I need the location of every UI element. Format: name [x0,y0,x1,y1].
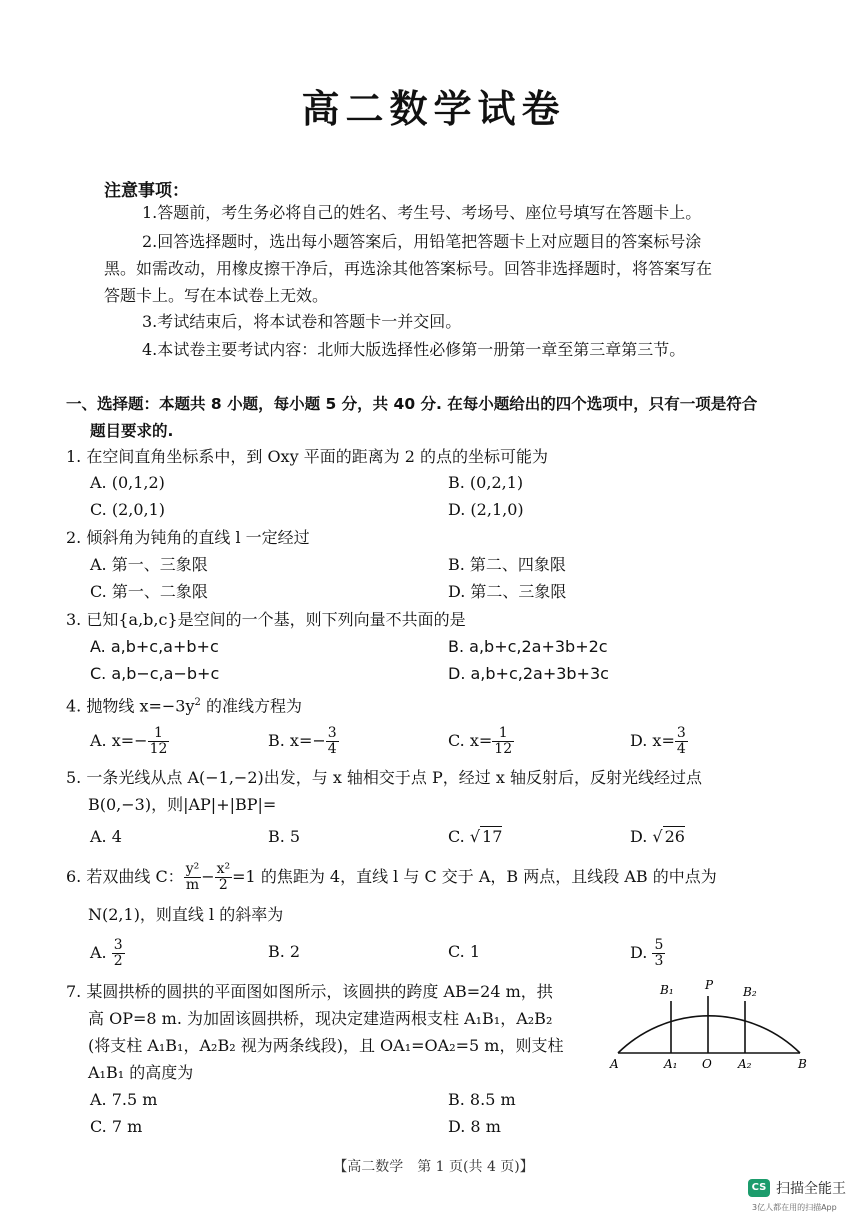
question-4-option-c-prefix: C. x= [448,731,493,750]
page-footer: 【高二数学 第 1 页(共 4 页)】 [333,1159,534,1175]
question-7-option-c: C. 7 m [90,1117,143,1136]
notice-line-4: 答题卡上。写在本试卷上无效。 [104,286,329,305]
question-4-option-b-prefix: B. x=− [268,731,326,750]
question-7-stem-4: A₁B₁ 的高度为 [88,1063,194,1082]
fraction [184,862,202,893]
question-4-exponent: 2 [194,697,201,708]
question-5-stem-2: B(0,−3)，则|AP|+|BP|= [88,795,277,814]
question-5-stem-1: 5. 一条光线从点 A(−1,−2)出发，与 x 轴相交于点 P，经过 x 轴反射后，反射光线经过点 [66,768,702,787]
question-3-option-b: B. a,b+c,2a+3b+2c [448,637,608,656]
label-b: B [798,1057,807,1071]
radicand: 26 [664,827,685,846]
denominator: 12 [149,741,168,757]
question-3-option-a: A. a,b+c,a+b+c [90,637,219,656]
camscanner-logo-icon: CS [748,1179,770,1197]
question-1-option-c: C. (2,0,1) [90,500,166,519]
question-6-option-d [630,938,665,969]
question-6-option-a [90,938,125,969]
question-6-stem-prefix: 6. 若双曲线 C： [66,867,184,886]
label-p: P [705,978,714,992]
minus-sign: − [201,867,215,886]
question-4-option-d-prefix: D. x= [630,731,675,750]
question-1-option-d: D. (2,1,0) [448,500,524,519]
fraction [652,938,665,969]
numerator: 5 [654,937,664,953]
question-1-option-a: A. (0,1,2) [90,473,165,492]
arch-bridge-diagram [604,975,814,1075]
question-2-option-c: C. 第一、二象限 [90,582,208,601]
label-a2: A₂ [738,1057,752,1071]
question-7-stem-1: 7. 某圆拱桥的圆拱的平面图如图所示，该圆拱的跨度 AB=24 m，拱 [66,982,553,1001]
question-2-option-b: B. 第二、四象限 [448,555,566,574]
notice-line-2: 2.回答选择题时，选出每小题答案后，用铅笔把答题卡上对应题目的答案标号涂 [142,232,702,251]
question-6-option-a-prefix: A. [90,943,112,962]
numerator: y² [185,861,200,877]
section-heading: 一、选择题：本题共 8 小题，每小题 5 分，共 40 分. 在每小题给出的四个选项中，只有一项是符合 [66,395,758,413]
denominator: 2 [113,953,123,969]
notice-line-5: 3.考试结束后，将本试卷和答题卡一并交回。 [142,312,462,331]
question-4-stem [66,692,302,717]
scanner-watermark [748,1178,846,1198]
question-7-stem-3: (将支柱 A₁B₁，A₂B₂ 视为两条线段)，且 OA₁=OA₂=5 m，则支柱 [88,1036,564,1055]
question-5-option-b: B. 5 [268,827,301,846]
question-3-option-c: C. a,b−c,a−b+c [90,664,220,683]
brand-tagline: 3亿人都在用的扫描App [752,1203,837,1212]
question-7-option-b: B. 8.5 m [448,1090,516,1109]
question-4-stem-b: 的准线方程为 [200,696,302,716]
label-a: A [610,1057,619,1071]
label-b1: B₁ [660,983,674,997]
label-b2: B₂ [743,985,757,999]
fraction [492,726,514,757]
question-2-stem: 2. 倾斜角为钝角的直线 l 一定经过 [66,528,310,547]
sqrt-prefix: C. √ [448,827,481,846]
label-o: O [702,1057,712,1071]
question-4-option-b [268,726,339,757]
label-a1: A₁ [664,1057,678,1071]
fraction [215,862,233,893]
denominator: 3 [654,953,664,969]
denominator: 4 [676,741,686,757]
question-3-option-d: D. a,b+c,2a+3b+3c [448,664,609,683]
question-4-option-a [90,726,169,757]
question-3-stem: 3. 已知{a,b,c}是空间的一个基，则下列向量不共面的是 [66,610,466,629]
denominator: m [185,877,200,893]
question-6-stem-suffix: =1 的焦距为 4，直线 l 与 C 交于 A，B 两点，且线段 AB 的中点为 [232,867,717,886]
numerator: 3 [113,937,123,953]
fraction [326,726,339,757]
sqrt-prefix: D. √ [630,827,663,846]
question-2-option-a: A. 第一、三象限 [90,555,208,574]
question-7-option-a: A. 7.5 m [90,1090,158,1109]
notice-line-3: 黑。如需改动，用橡皮擦干净后，再选涂其他答案标号。回答非选择题时，将答案写在 [104,259,713,278]
question-7-option-d: D. 8 m [448,1117,501,1136]
notice-line-6: 4.本试卷主要考试内容：北师大版选择性必修第一册第一章至第三章第三节。 [142,340,686,359]
denominator: 4 [327,741,337,757]
numerator: 3 [327,725,337,741]
section-heading-cont: 题目要求的. [90,422,174,440]
arch-curve [618,1016,800,1053]
question-6-stem-2: N(2,1)，则直线 l 的斜率为 [88,905,284,924]
fraction [148,726,170,757]
question-5-option-c [448,826,502,848]
question-6-option-d-prefix: D. [630,943,653,962]
question-5-option-d [630,826,685,848]
radicand: 17 [482,827,503,846]
question-6-stem-1 [66,862,717,893]
denominator: 12 [494,741,513,757]
question-4-option-a-prefix: A. x=− [90,731,148,750]
denominator: 2 [218,877,228,893]
fraction [112,938,125,969]
numerator: x² [216,861,231,877]
numerator: 1 [148,726,170,742]
question-1-option-b: B. (0,2,1) [448,473,524,492]
fraction [675,726,688,757]
notice-heading: 注意事项： [104,181,189,201]
numerator: 3 [676,725,686,741]
question-6-option-b: B. 2 [268,942,301,961]
page-title: 高二数学试卷 [301,87,566,131]
question-1-stem: 1. 在空间直角坐标系中，到 Oxy 平面的距离为 2 的点的坐标可能为 [66,447,549,466]
brand-name: 扫描全能王 [776,1181,846,1197]
notice-line-1: 1.答题前，考生务必将自己的姓名、考生号、考场号、座位号填写在答题卡上。 [142,203,702,222]
question-2-option-d: D. 第二、三象限 [448,582,567,601]
question-4-stem-a: 4. 抛物线 x=−3y [66,696,195,716]
numerator: 1 [492,726,514,742]
question-6-option-c: C. 1 [448,942,481,961]
question-7-stem-2: 高 OP=8 m. 为加固该圆拱桥，现决定建造两根支柱 A₁B₁，A₂B₂ [88,1009,553,1028]
question-4-option-c [448,726,514,757]
question-4-option-d [630,726,688,757]
question-5-option-a: A. 4 [90,827,122,846]
